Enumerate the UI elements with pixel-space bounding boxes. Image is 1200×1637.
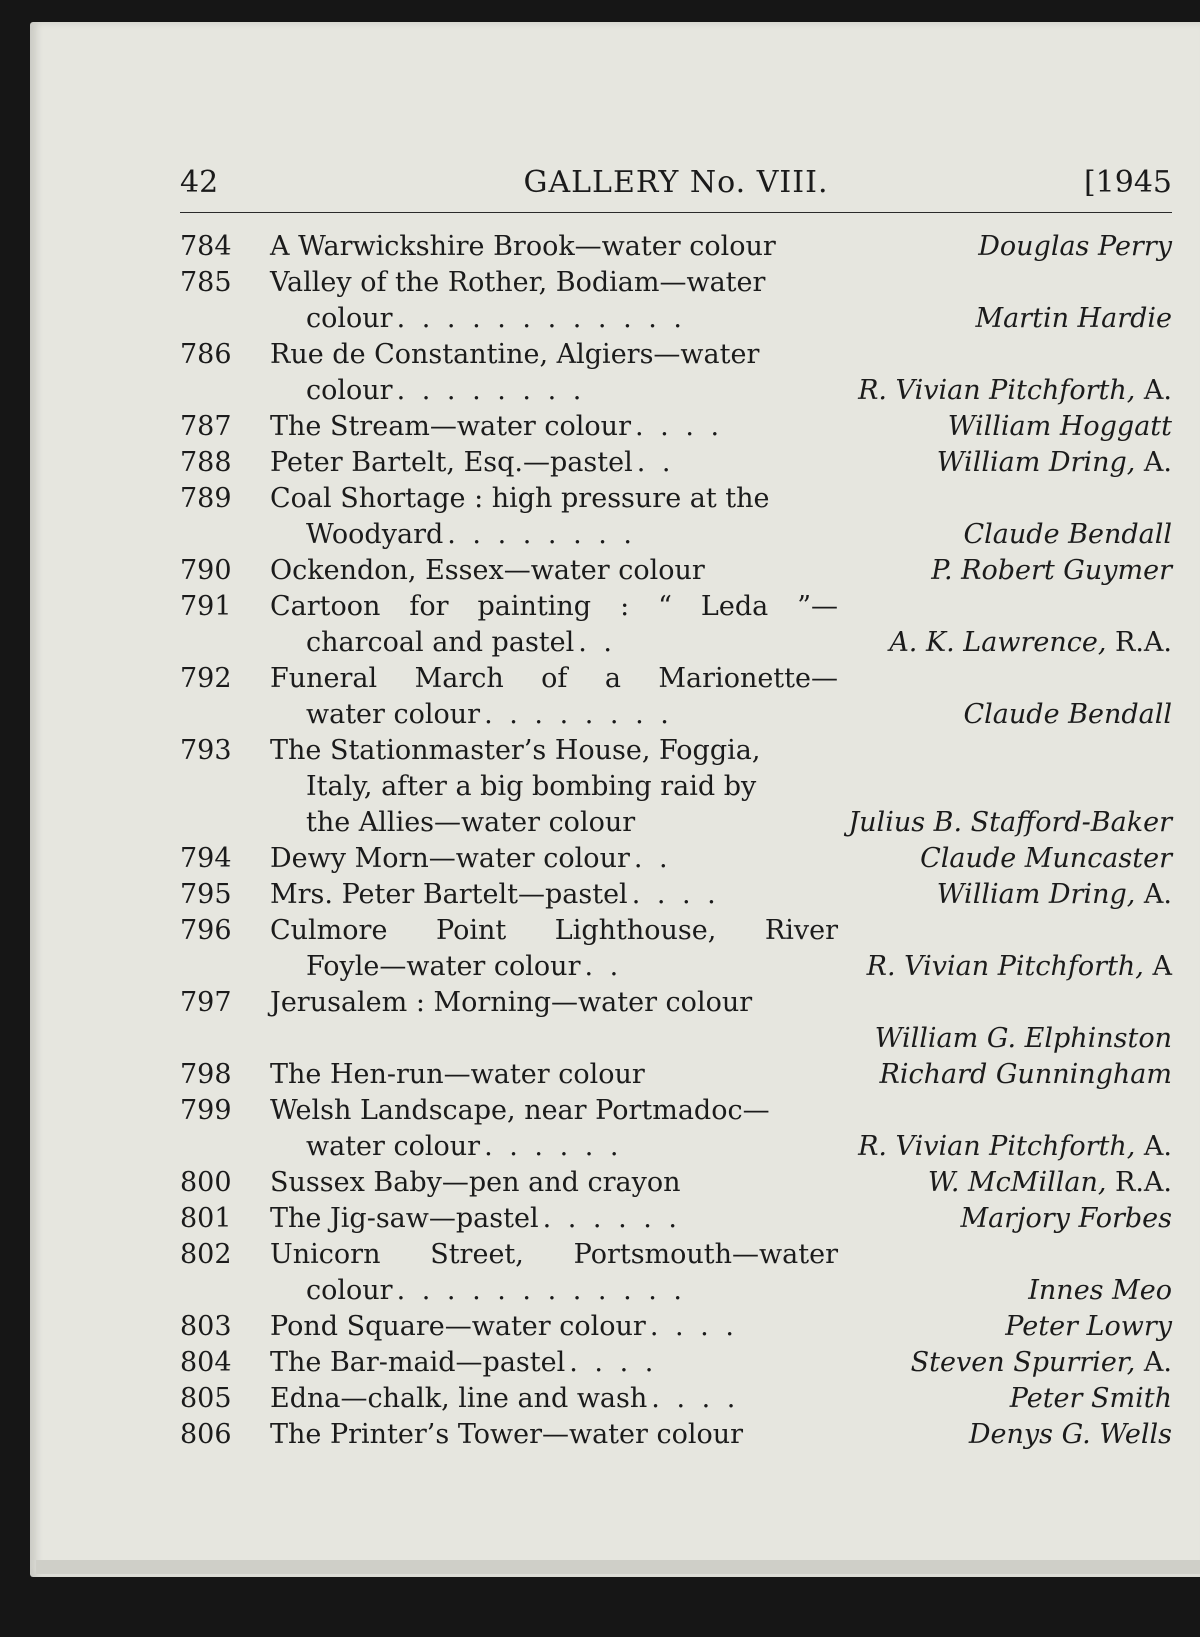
entry-title: Funeral March of a Marionette—	[270, 663, 838, 694]
entry-number: 798	[180, 1059, 232, 1090]
entry-title: Edna—chalk, line and wash . . . .	[270, 1383, 740, 1414]
entry-artist: Steven Spurrier, A.	[910, 1347, 1172, 1378]
entry-795	[180, 877, 1172, 913]
header-rule	[180, 212, 1172, 213]
entry-number: 787	[180, 411, 232, 442]
page-edge	[36, 1560, 1200, 1574]
entry-789	[180, 481, 1172, 553]
entry-title: The Bar-maid—pastel . . . .	[270, 1347, 658, 1378]
catalogue-entries	[180, 229, 1172, 1453]
entry-artist: R. Vivian Pitchforth, A.	[858, 375, 1172, 406]
entry-number: 800	[180, 1167, 232, 1198]
leader-dots: . . . .	[634, 411, 724, 442]
entry-title-continued: Italy, after a big bombing raid by	[306, 771, 757, 802]
entry-786	[180, 337, 1172, 409]
entry-number: 802	[180, 1239, 232, 1270]
entry-title: Coal Shortage : high pressure at the	[270, 483, 770, 514]
entry-artist: P. Robert Guymer	[931, 555, 1172, 586]
entry-number: 784	[180, 231, 232, 262]
leader-dots: . . . . . .	[484, 1131, 623, 1162]
entry-title: Cartoon for painting : “ Leda ”—	[270, 591, 838, 622]
entry-791	[180, 589, 1172, 661]
entry-artist: R. Vivian Pitchforth, A.	[858, 1131, 1172, 1162]
entry-title: Peter Bartelt, Esq.—pastel . .	[270, 447, 675, 478]
entry-title: The Jig-saw—pastel . . . . . .	[270, 1203, 682, 1234]
leader-dots: . .	[636, 447, 675, 478]
entry-790	[180, 553, 1172, 589]
entry-title-continued: the Allies—water colour	[306, 807, 636, 838]
entry-number: 795	[180, 879, 232, 910]
entry-number: 792	[180, 663, 232, 694]
entry-artist: Douglas Perry	[978, 231, 1172, 262]
leader-dots: . . . . . .	[542, 1203, 682, 1234]
entry-number: 794	[180, 843, 232, 874]
entry-number: 791	[180, 591, 232, 622]
page-title: GALLERY No. VIII.	[523, 165, 829, 200]
entry-artist: William Dring, A.	[936, 879, 1172, 910]
entry-number: 788	[180, 447, 232, 478]
leader-dots: . .	[633, 843, 672, 874]
page-year: [1945	[1083, 165, 1172, 200]
entry-793	[180, 733, 1172, 841]
page-text	[180, 162, 1172, 1453]
entry-title-continued: water colour . . . . . . . .	[306, 699, 673, 730]
entry-title: Pond Square—water colour . . . .	[270, 1311, 738, 1342]
leader-dots: . . . . . . . .	[484, 699, 673, 730]
entry-number: 806	[180, 1419, 232, 1450]
entry-806	[180, 1417, 1172, 1453]
entry-802	[180, 1237, 1172, 1309]
entry-number: 804	[180, 1347, 232, 1378]
leader-dots: . .	[584, 951, 623, 982]
entry-title: Sussex Baby—pen and crayon	[270, 1167, 681, 1198]
entry-title: Culmore Point Lighthouse, River	[270, 915, 838, 946]
entry-artist: Peter Smith	[1009, 1383, 1172, 1414]
entry-title: Valley of the Rother, Bodiam—water	[270, 267, 766, 298]
entry-number: 790	[180, 555, 232, 586]
entry-title-continued: Woodyard . . . . . . . .	[306, 519, 637, 550]
entry-title: Welsh Landscape, near Portmadoc—	[270, 1095, 770, 1126]
entry-artist: Richard Gunningham	[879, 1059, 1172, 1090]
entry-artist: W. McMillan, R.A.	[927, 1167, 1172, 1198]
entry-artist: Innes Meo	[1028, 1275, 1172, 1306]
entry-788	[180, 445, 1172, 481]
page-header	[180, 162, 1172, 204]
entry-796	[180, 913, 1172, 985]
entry-title-continued: colour . . . . . . . .	[306, 375, 586, 406]
entry-title-continued: Foyle—water colour . .	[306, 951, 623, 982]
entry-784	[180, 229, 1172, 265]
entry-number: 797	[180, 987, 232, 1018]
entry-artist: William Dring, A.	[936, 447, 1172, 478]
entry-805	[180, 1381, 1172, 1417]
entry-794	[180, 841, 1172, 877]
leader-dots: . . . . . . . .	[447, 519, 637, 550]
entry-title: Ockendon, Essex—water colour	[270, 555, 705, 586]
page-number: 42	[180, 165, 219, 200]
entry-artist: William Hoggatt	[947, 411, 1172, 442]
entry-804	[180, 1345, 1172, 1381]
entry-artist: Claude Bendall	[963, 519, 1172, 550]
entry-title-continued: colour . . . . . . . . . . . .	[306, 1275, 686, 1306]
leader-dots: . . . . . . . . . . . .	[396, 1275, 686, 1306]
leader-dots: . .	[578, 627, 617, 658]
leader-dots: . . . . . . . .	[396, 375, 586, 406]
entry-artist: Julius B. Stafford-Baker	[848, 807, 1172, 838]
entry-797	[180, 985, 1172, 1057]
entry-title: Jerusalem : Morning—water colour	[270, 987, 753, 1018]
entry-title: The Hen-run—water colour	[270, 1059, 645, 1090]
entry-title-continued: colour . . . . . . . . . . . .	[306, 303, 686, 334]
entry-number: 799	[180, 1095, 232, 1126]
leader-dots: . . . . . . . . . . . .	[396, 303, 686, 334]
entry-787	[180, 409, 1172, 445]
entry-artist: Marjory Forbes	[960, 1203, 1172, 1234]
entry-title: Unicorn Street, Portsmouth—water	[270, 1239, 838, 1270]
entry-801	[180, 1201, 1172, 1237]
entry-number: 803	[180, 1311, 232, 1342]
entry-number: 786	[180, 339, 232, 370]
entry-number: 793	[180, 735, 232, 766]
entry-title-continued: charcoal and pastel . .	[306, 627, 617, 658]
entry-number: 785	[180, 267, 232, 298]
entry-785	[180, 265, 1172, 337]
entry-title: The Printer’s Tower—water colour	[270, 1419, 744, 1450]
entry-798	[180, 1057, 1172, 1093]
entry-803	[180, 1309, 1172, 1345]
entry-title: The Stationmaster’s House, Foggia,	[270, 735, 761, 766]
leader-dots: . . . .	[651, 1383, 740, 1414]
entry-title-continued: water colour . . . . . .	[306, 1131, 623, 1162]
entry-title: Dewy Morn—water colour . .	[270, 843, 672, 874]
entry-title: Rue de Constantine, Algiers—water	[270, 339, 760, 370]
entry-number: 805	[180, 1383, 232, 1414]
leader-dots: . . . .	[569, 1347, 658, 1378]
entry-artist: William G. Elphinston	[874, 1023, 1172, 1054]
entry-artist: Peter Lowry	[1005, 1311, 1172, 1342]
entry-artist: Denys G. Wells	[968, 1419, 1172, 1450]
entry-number: 801	[180, 1203, 232, 1234]
entry-artist: Martin Hardie	[975, 303, 1172, 334]
entry-artist: Claude Muncaster	[920, 843, 1172, 874]
entry-artist: Claude Bendall	[963, 699, 1172, 730]
entry-artist: R. Vivian Pitchforth, A	[866, 951, 1172, 982]
entry-title: A Warwickshire Brook—water colour	[270, 231, 776, 262]
entry-artist: A. K. Lawrence, R.A.	[889, 627, 1172, 658]
entry-799	[180, 1093, 1172, 1165]
entry-title: The Stream—water colour . . . .	[270, 411, 724, 442]
leader-dots: . . . .	[631, 879, 720, 910]
entry-number: 789	[180, 483, 232, 514]
entry-title: Mrs. Peter Bartelt—pastel . . . .	[270, 879, 720, 910]
entry-800	[180, 1165, 1172, 1201]
entry-number: 796	[180, 915, 232, 946]
leader-dots: . . . .	[649, 1311, 738, 1342]
entry-792	[180, 661, 1172, 733]
